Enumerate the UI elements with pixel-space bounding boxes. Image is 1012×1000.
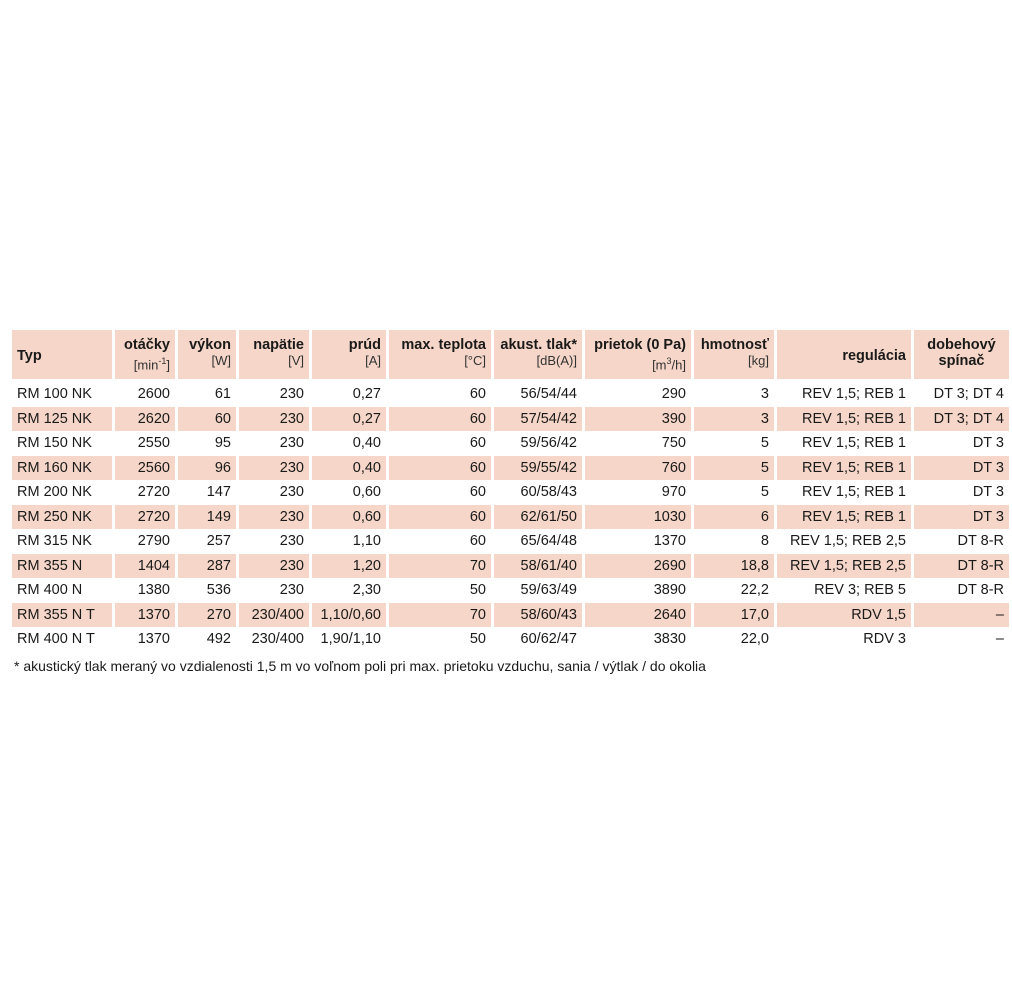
cell-napatie: 230 — [239, 456, 309, 481]
cell-napatie: 230 — [279, 484, 304, 501]
cell-akust-tlak: 59/56/42 — [520, 435, 577, 452]
cell-akust-tlak: 65/64/48 — [520, 533, 577, 550]
cell-napatie: 230 — [239, 505, 309, 530]
table-row — [12, 505, 1009, 530]
cell-regulacia: REV 1,5; REB 1 — [802, 435, 906, 452]
cell-max-teplota: 60 — [389, 505, 491, 530]
cell-prietok: 760 — [585, 456, 691, 481]
cell-prietok: 3830 — [653, 631, 686, 648]
cell-dobehovy-spinac: – — [995, 631, 1004, 648]
cell-prud: 0,60 — [352, 484, 381, 501]
header-prud-unit: [A] — [365, 353, 381, 368]
header-max-teplota-unit: [°C] — [464, 353, 486, 368]
cell-akust-tlak: 58/61/40 — [494, 554, 582, 579]
cell-regulacia: REV 1,5; REB 1 — [777, 505, 911, 530]
cell-prietok: 390 — [585, 407, 691, 432]
header-prietok: prietok (0 Pa) $[m^3/h]$ — [585, 330, 691, 379]
cell-prud: 0,60 — [312, 505, 386, 530]
header-max-teplota: max. teplota [°C] — [389, 330, 491, 379]
cell-napatie: 230 — [239, 407, 309, 432]
table-row — [12, 529, 1009, 554]
cell-typ: RM 100 NK — [17, 386, 92, 403]
cell-vykon: 287 — [178, 554, 236, 579]
cell-akust-tlak: 60/62/47 — [520, 631, 577, 648]
cell-prud: 1,10/0,60 — [312, 603, 386, 628]
cell-otacky: 1404 — [115, 554, 175, 579]
cell-dobehovy-spinac: DT 3 — [914, 505, 1009, 530]
cell-otacky: 2550 — [137, 435, 170, 452]
cell-dobehovy-spinac: DT 3 — [972, 484, 1004, 501]
cell-otacky: 2790 — [137, 533, 170, 550]
table-row — [12, 456, 1009, 481]
cell-hmotnost: 3 — [760, 386, 769, 403]
cell-max-teplota: 50 — [469, 582, 486, 599]
cell-regulacia: REV 1,5; REB 1 — [777, 407, 911, 432]
table-row — [12, 554, 1009, 579]
cell-dobehovy-spinac: DT 8-R — [914, 554, 1009, 579]
header-regulacia: regulácia — [777, 330, 911, 379]
cell-typ: RM 250 NK — [12, 505, 112, 530]
cell-vykon: 149 — [178, 505, 236, 530]
table-row — [12, 382, 1009, 407]
header-napatie: napätie [V] — [239, 330, 309, 379]
cell-prietok: 1030 — [585, 505, 691, 530]
header-akust-tlak: akust. tlak* [dB(A)] — [494, 330, 582, 379]
table-row — [12, 407, 1009, 432]
table-row — [12, 431, 1009, 456]
cell-vykon: 536 — [206, 582, 231, 599]
cell-hmotnost: 3 — [694, 407, 774, 432]
cell-hmotnost: 8 — [760, 533, 769, 550]
cell-typ: RM 200 NK — [17, 484, 92, 501]
cell-max-teplota: 60 — [469, 435, 486, 452]
cell-typ: RM 315 NK — [17, 533, 92, 550]
spec-table-body — [12, 382, 1009, 652]
header-vykon-unit: [W] — [211, 353, 231, 368]
cell-dobehovy-spinac: DT 3 — [972, 435, 1004, 452]
cell-typ: RM 125 NK — [12, 407, 112, 432]
cell-regulacia: REV 1,5; REB 1 — [777, 456, 911, 481]
cell-prietok: 2690 — [585, 554, 691, 579]
cell-typ: RM 400 N — [17, 582, 83, 599]
cell-typ: RM 150 NK — [17, 435, 92, 452]
cell-regulacia: REV 1,5; REB 2,5 — [777, 554, 911, 579]
table-row — [12, 627, 1009, 652]
cell-prietok: 1370 — [653, 533, 686, 550]
cell-akust-tlak: 60/58/43 — [520, 484, 577, 501]
spec-table-container — [12, 330, 1004, 674]
cell-hmotnost: 6 — [694, 505, 774, 530]
header-hmotnost-unit: [kg] — [748, 353, 769, 368]
cell-dobehovy-spinac: DT 3; DT 4 — [933, 386, 1004, 403]
cell-napatie: 230 — [279, 386, 304, 403]
cell-prietok: 3890 — [653, 582, 686, 599]
cell-napatie: 230 — [279, 533, 304, 550]
cell-max-teplota: 60 — [389, 407, 491, 432]
cell-akust-tlak: 62/61/50 — [494, 505, 582, 530]
cell-vykon: 95 — [214, 435, 231, 452]
cell-otacky: 2600 — [137, 386, 170, 403]
cell-typ: RM 355 N T — [12, 603, 112, 628]
cell-prietok: 970 — [661, 484, 686, 501]
header-prietok-unit: $[m^3/h]$ — [652, 356, 686, 373]
cell-regulacia: REV 1,5; REB 2,5 — [789, 533, 906, 550]
header-dobehovy-spinac: dobehový spínač — [914, 330, 1009, 379]
table-row — [12, 578, 1009, 603]
cell-prud: 0,40 — [312, 456, 386, 481]
cell-regulacia: REV 1,5; REB 1 — [802, 484, 906, 501]
cell-akust-tlak: 56/54/44 — [520, 386, 577, 403]
header-row — [12, 330, 1009, 379]
cell-prud: 2,30 — [352, 582, 381, 599]
cell-akust-tlak: 59/55/42 — [494, 456, 582, 481]
cell-napatie: 230 — [279, 582, 304, 599]
cell-typ: RM 160 NK — [12, 456, 112, 481]
cell-prud: 0,27 — [352, 386, 381, 403]
cell-otacky: 1370 — [115, 603, 175, 628]
cell-akust-tlak: 59/63/49 — [520, 582, 577, 599]
cell-vykon: 60 — [178, 407, 236, 432]
cell-otacky: 2720 — [137, 484, 170, 501]
cell-max-teplota: 60 — [469, 484, 486, 501]
cell-otacky: 2560 — [115, 456, 175, 481]
table-row — [12, 480, 1009, 505]
cell-prud: 0,40 — [352, 435, 381, 452]
cell-hmotnost: 17,0 — [694, 603, 774, 628]
cell-prietok: 2640 — [585, 603, 691, 628]
cell-vykon: 147 — [206, 484, 231, 501]
cell-max-teplota: 60 — [469, 386, 486, 403]
cell-max-teplota: 60 — [469, 533, 486, 550]
header-otacky: otáčky $[\min^{-1}]$ — [115, 330, 175, 379]
cell-regulacia: RDV 3 — [863, 631, 906, 648]
cell-dobehovy-spinac: DT 3; DT 4 — [914, 407, 1009, 432]
cell-prud: 1,20 — [312, 554, 386, 579]
table-row — [12, 603, 1009, 628]
cell-vykon: 61 — [214, 386, 231, 403]
header-akust-tlak-unit: [dB(A)] — [536, 353, 577, 368]
cell-akust-tlak: 58/60/43 — [494, 603, 582, 628]
cell-typ: RM 400 N T — [17, 631, 95, 648]
cell-hmotnost: 5 — [694, 456, 774, 481]
cell-regulacia: RDV 1,5 — [777, 603, 911, 628]
cell-max-teplota: 60 — [389, 456, 491, 481]
cell-dobehovy-spinac: DT 8-R — [957, 582, 1004, 599]
cell-napatie: 230 — [239, 554, 309, 579]
cell-prietok: 290 — [661, 386, 686, 403]
header-typ: Typ — [12, 330, 112, 379]
cell-hmotnost: 22,0 — [740, 631, 769, 648]
cell-max-teplota: 50 — [469, 631, 486, 648]
header-hmotnost: hmotnosť [kg] — [694, 330, 774, 379]
header-napatie-unit: [V] — [288, 353, 304, 368]
cell-hmotnost: 5 — [760, 435, 769, 452]
cell-prud: 0,27 — [312, 407, 386, 432]
cell-typ: RM 355 N — [12, 554, 112, 579]
cell-max-teplota: 70 — [389, 603, 491, 628]
cell-prud: 1,10 — [352, 533, 381, 550]
cell-regulacia: REV 3; REB 5 — [814, 582, 906, 599]
cell-otacky: 2720 — [115, 505, 175, 530]
cell-napatie: 230/400 — [251, 631, 304, 648]
cell-napatie: 230 — [279, 435, 304, 452]
cell-dobehovy-spinac: – — [914, 603, 1009, 628]
cell-hmotnost: 22,2 — [740, 582, 769, 599]
cell-hmotnost: 18,8 — [694, 554, 774, 579]
cell-prietok: 750 — [661, 435, 686, 452]
cell-otacky: 1380 — [137, 582, 170, 599]
cell-hmotnost: 5 — [760, 484, 769, 501]
cell-vykon: 257 — [206, 533, 231, 550]
cell-max-teplota: 70 — [389, 554, 491, 579]
cell-vykon: 492 — [206, 631, 231, 648]
cell-napatie: 230/400 — [239, 603, 309, 628]
cell-dobehovy-spinac: DT 8-R — [957, 533, 1004, 550]
cell-otacky: 2620 — [115, 407, 175, 432]
cell-regulacia: REV 1,5; REB 1 — [802, 386, 906, 403]
header-otacky-unit: $[\min^{-1}]$ — [133, 356, 170, 373]
cell-dobehovy-spinac: DT 3 — [914, 456, 1009, 481]
cell-vykon: 96 — [178, 456, 236, 481]
spec-table — [9, 330, 1012, 652]
header-vykon: výkon [W] — [178, 330, 236, 379]
cell-vykon: 270 — [178, 603, 236, 628]
cell-otacky: 1370 — [137, 631, 170, 648]
cell-prud: 1,90/1,10 — [320, 631, 381, 648]
footnote: * akustický tlak meraný vo vzdialenosti 1,5 m vo voľnom poli pri max. prietoku vzduchu, sania / výtlak / do okolia — [14, 657, 706, 674]
cell-akust-tlak: 57/54/42 — [494, 407, 582, 432]
header-prud: prúd [A] — [312, 330, 386, 379]
